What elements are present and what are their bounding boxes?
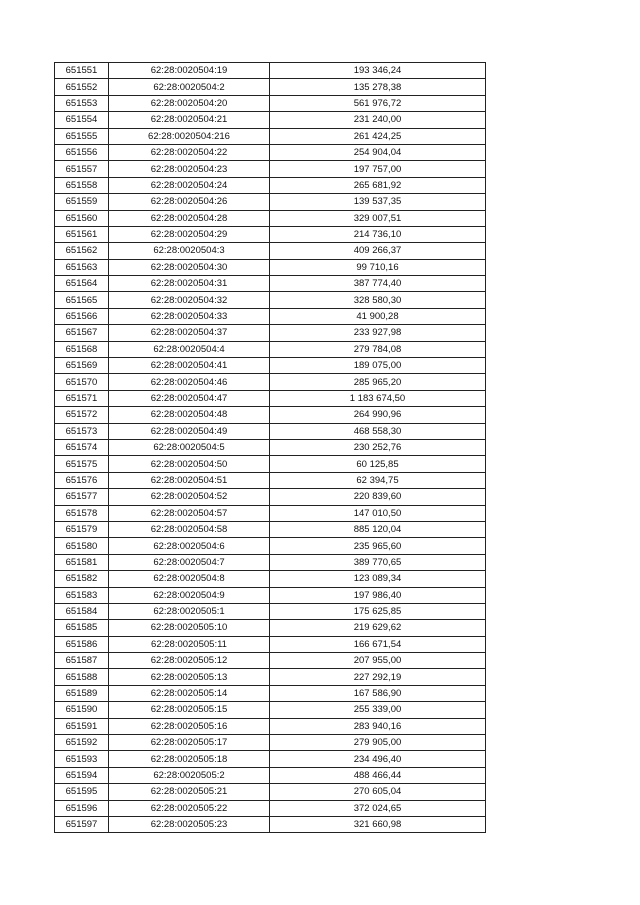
table-row <box>55 653 486 669</box>
table-row <box>55 669 486 685</box>
cadastral-number-cell: 62:28:0020505:14 <box>109 685 270 701</box>
cadastral-number-cell: 62:28:0020505:16 <box>109 718 270 734</box>
table-row <box>55 407 486 423</box>
row-number-cell: 651583 <box>55 587 109 603</box>
table-row <box>55 390 486 406</box>
cadastral-value-cell: 279 905,00 <box>270 735 486 751</box>
cadastral-number-cell: 62:28:0020505:15 <box>109 702 270 718</box>
cadastral-value-cell: 139 537,35 <box>270 194 486 210</box>
cadastral-value-cell: 234 496,40 <box>270 751 486 767</box>
cadastral-number-cell: 62:28:0020505:12 <box>109 653 270 669</box>
cadastral-number-cell: 62:28:0020504:46 <box>109 374 270 390</box>
cadastral-number-cell: 62:28:0020504:22 <box>109 144 270 160</box>
table-row <box>55 210 486 226</box>
table-row <box>55 63 486 79</box>
row-number-cell: 651558 <box>55 177 109 193</box>
cadastral-number-cell: 62:28:0020504:37 <box>109 325 270 341</box>
cadastral-number-cell: 62:28:0020504:41 <box>109 358 270 374</box>
cadastral-value-cell: 166 671,54 <box>270 636 486 652</box>
cadastral-number-cell: 62:28:0020504:33 <box>109 308 270 324</box>
row-number-cell: 651589 <box>55 685 109 701</box>
table-row <box>55 341 486 357</box>
table-row <box>55 177 486 193</box>
row-number-cell: 651557 <box>55 161 109 177</box>
row-number-cell: 651580 <box>55 538 109 554</box>
row-number-cell: 651586 <box>55 636 109 652</box>
row-number-cell: 651574 <box>55 439 109 455</box>
table-row <box>55 685 486 701</box>
table-row <box>55 800 486 816</box>
cadastral-number-cell: 62:28:0020504:57 <box>109 505 270 521</box>
cadastral-value-cell: 561 976,72 <box>270 95 486 111</box>
cadastral-number-cell: 62:28:0020504:26 <box>109 194 270 210</box>
cadastral-value-cell: 207 955,00 <box>270 653 486 669</box>
cadastral-number-cell: 62:28:0020505:1 <box>109 603 270 619</box>
cadastral-number-cell: 62:28:0020504:28 <box>109 210 270 226</box>
cadastral-value-cell: 264 990,96 <box>270 407 486 423</box>
cadastral-number-cell: 62:28:0020504:4 <box>109 341 270 357</box>
row-number-cell: 651593 <box>55 751 109 767</box>
cadastral-number-cell: 62:28:0020504:7 <box>109 554 270 570</box>
cadastral-number-cell: 62:28:0020504:58 <box>109 521 270 537</box>
cadastral-value-cell: 1 183 674,50 <box>270 390 486 406</box>
cadastral-number-cell: 62:28:0020504:5 <box>109 439 270 455</box>
row-number-cell: 651570 <box>55 374 109 390</box>
cadastral-number-cell: 62:28:0020504:216 <box>109 128 270 144</box>
row-number-cell: 651553 <box>55 95 109 111</box>
table-row <box>55 456 486 472</box>
table-row <box>55 603 486 619</box>
row-number-cell: 651578 <box>55 505 109 521</box>
table-row <box>55 112 486 128</box>
cadastral-value-cell: 372 024,65 <box>270 800 486 816</box>
row-number-cell: 651592 <box>55 735 109 751</box>
cadastral-number-cell: 62:28:0020504:21 <box>109 112 270 128</box>
row-number-cell: 651562 <box>55 243 109 259</box>
row-number-cell: 651596 <box>55 800 109 816</box>
row-number-cell: 651567 <box>55 325 109 341</box>
cadastral-value-cell: 135 278,38 <box>270 79 486 95</box>
row-number-cell: 651556 <box>55 144 109 160</box>
cadastral-value-cell: 147 010,50 <box>270 505 486 521</box>
cadastral-value-cell: 488 466,44 <box>270 767 486 783</box>
cadastral-value-cell: 189 075,00 <box>270 358 486 374</box>
cadastral-number-cell: 62:28:0020504:51 <box>109 472 270 488</box>
row-number-cell: 651577 <box>55 489 109 505</box>
cadastral-value-cell: 233 927,98 <box>270 325 486 341</box>
cadastral-value-cell: 230 252,76 <box>270 439 486 455</box>
cadastral-number-cell: 62:28:0020504:20 <box>109 95 270 111</box>
table-row <box>55 620 486 636</box>
row-number-cell: 651569 <box>55 358 109 374</box>
table-row <box>55 816 486 832</box>
cadastral-number-cell: 62:28:0020504:3 <box>109 243 270 259</box>
table-row <box>55 472 486 488</box>
table-row <box>55 243 486 259</box>
row-number-cell: 651582 <box>55 571 109 587</box>
cadastral-value-cell: 468 558,30 <box>270 423 486 439</box>
cadastral-value-cell: 197 986,40 <box>270 587 486 603</box>
cadastral-value-cell: 227 292,19 <box>270 669 486 685</box>
cadastral-number-cell: 62:28:0020504:9 <box>109 587 270 603</box>
cadastral-value-cell: 197 757,00 <box>270 161 486 177</box>
cadastral-number-cell: 62:28:0020504:2 <box>109 79 270 95</box>
cadastral-value-cell: 328 580,30 <box>270 292 486 308</box>
cadastral-number-cell: 62:28:0020504:29 <box>109 226 270 242</box>
cadastral-number-cell: 62:28:0020504:31 <box>109 276 270 292</box>
row-number-cell: 651588 <box>55 669 109 685</box>
row-number-cell: 651585 <box>55 620 109 636</box>
table-row <box>55 489 486 505</box>
row-number-cell: 651572 <box>55 407 109 423</box>
cadastral-value-cell: 123 089,34 <box>270 571 486 587</box>
cadastral-value-cell: 270 605,04 <box>270 784 486 800</box>
cadastral-value-cell: 41 900,28 <box>270 308 486 324</box>
table-row <box>55 784 486 800</box>
table-row <box>55 292 486 308</box>
cadastral-value-cell: 254 904,04 <box>270 144 486 160</box>
table-row <box>55 325 486 341</box>
table-row <box>55 505 486 521</box>
row-number-cell: 651571 <box>55 390 109 406</box>
cadastral-value-cell: 387 774,40 <box>270 276 486 292</box>
cadastral-number-cell: 62:28:0020504:52 <box>109 489 270 505</box>
table-row <box>55 79 486 95</box>
cadastral-number-cell: 62:28:0020505:18 <box>109 751 270 767</box>
row-number-cell: 651563 <box>55 259 109 275</box>
cadastral-number-cell: 62:28:0020505:2 <box>109 767 270 783</box>
table-row <box>55 161 486 177</box>
table-row <box>55 423 486 439</box>
cadastral-number-cell: 62:28:0020504:49 <box>109 423 270 439</box>
row-number-cell: 651565 <box>55 292 109 308</box>
table-row <box>55 554 486 570</box>
cadastral-value-cell: 235 965,60 <box>270 538 486 554</box>
table-row <box>55 538 486 554</box>
cadastral-value-cell: 231 240,00 <box>270 112 486 128</box>
cadastral-value-cell: 62 394,75 <box>270 472 486 488</box>
cadastral-value-cell: 329 007,51 <box>270 210 486 226</box>
table-row <box>55 718 486 734</box>
table-row <box>55 95 486 111</box>
row-number-cell: 651552 <box>55 79 109 95</box>
table-row <box>55 374 486 390</box>
cadastral-number-cell: 62:28:0020505:23 <box>109 816 270 832</box>
row-number-cell: 651591 <box>55 718 109 734</box>
cadastral-number-cell: 62:28:0020504:50 <box>109 456 270 472</box>
table-row <box>55 308 486 324</box>
table-row <box>55 144 486 160</box>
row-number-cell: 651555 <box>55 128 109 144</box>
cadastral-number-cell: 62:28:0020504:48 <box>109 407 270 423</box>
cadastral-value-cell: 219 629,62 <box>270 620 486 636</box>
row-number-cell: 651551 <box>55 63 109 79</box>
table-row <box>55 767 486 783</box>
cadastral-value-cell: 885 120,04 <box>270 521 486 537</box>
table-row <box>55 587 486 603</box>
cadastral-value-cell: 167 586,90 <box>270 685 486 701</box>
cadastral-value-cell: 283 940,16 <box>270 718 486 734</box>
table-body <box>55 63 486 833</box>
table-row <box>55 276 486 292</box>
cadastral-value-cell: 60 125,85 <box>270 456 486 472</box>
cadastral-value-cell: 285 965,20 <box>270 374 486 390</box>
table-row <box>55 194 486 210</box>
row-number-cell: 651579 <box>55 521 109 537</box>
row-number-cell: 651594 <box>55 767 109 783</box>
row-number-cell: 651554 <box>55 112 109 128</box>
table-row <box>55 226 486 242</box>
cadastral-number-cell: 62:28:0020504:32 <box>109 292 270 308</box>
cadastral-number-cell: 62:28:0020505:13 <box>109 669 270 685</box>
cadastral-value-cell: 255 339,00 <box>270 702 486 718</box>
table-row <box>55 636 486 652</box>
row-number-cell: 651559 <box>55 194 109 210</box>
row-number-cell: 651560 <box>55 210 109 226</box>
cadastral-number-cell: 62:28:0020504:47 <box>109 390 270 406</box>
row-number-cell: 651587 <box>55 653 109 669</box>
cadastral-number-cell: 62:28:0020504:6 <box>109 538 270 554</box>
cadastral-number-cell: 62:28:0020504:19 <box>109 63 270 79</box>
row-number-cell: 651564 <box>55 276 109 292</box>
table-row <box>55 439 486 455</box>
cadastral-value-cell: 261 424,25 <box>270 128 486 144</box>
cadastral-value-cell: 321 660,98 <box>270 816 486 832</box>
cadastral-value-cell: 409 266,37 <box>270 243 486 259</box>
row-number-cell: 651595 <box>55 784 109 800</box>
cadastral-value-cell: 193 346,24 <box>270 63 486 79</box>
row-number-cell: 651568 <box>55 341 109 357</box>
cadastral-number-cell: 62:28:0020504:30 <box>109 259 270 275</box>
cadastral-value-cell: 265 681,92 <box>270 177 486 193</box>
row-number-cell: 651561 <box>55 226 109 242</box>
table-row <box>55 521 486 537</box>
cadastral-number-cell: 62:28:0020505:21 <box>109 784 270 800</box>
cadastral-value-cell: 99 710,16 <box>270 259 486 275</box>
table-row <box>55 735 486 751</box>
cadastral-value-cell: 214 736,10 <box>270 226 486 242</box>
cadastral-number-cell: 62:28:0020504:23 <box>109 161 270 177</box>
row-number-cell: 651575 <box>55 456 109 472</box>
cadastral-number-cell: 62:28:0020504:8 <box>109 571 270 587</box>
cadastral-number-cell: 62:28:0020505:22 <box>109 800 270 816</box>
table-row <box>55 751 486 767</box>
row-number-cell: 651581 <box>55 554 109 570</box>
cadastral-number-cell: 62:28:0020505:17 <box>109 735 270 751</box>
cadastral-number-cell: 62:28:0020505:11 <box>109 636 270 652</box>
cadastral-value-cell: 220 839,60 <box>270 489 486 505</box>
cadastral-value-table <box>54 62 486 833</box>
cadastral-value-cell: 279 784,08 <box>270 341 486 357</box>
cadastral-number-cell: 62:28:0020505:10 <box>109 620 270 636</box>
row-number-cell: 651597 <box>55 816 109 832</box>
table-row <box>55 128 486 144</box>
cadastral-value-cell: 389 770,65 <box>270 554 486 570</box>
table-row <box>55 358 486 374</box>
table-row <box>55 571 486 587</box>
cadastral-value-cell: 175 625,85 <box>270 603 486 619</box>
row-number-cell: 651590 <box>55 702 109 718</box>
row-number-cell: 651576 <box>55 472 109 488</box>
row-number-cell: 651566 <box>55 308 109 324</box>
table-row <box>55 702 486 718</box>
cadastral-number-cell: 62:28:0020504:24 <box>109 177 270 193</box>
row-number-cell: 651573 <box>55 423 109 439</box>
table-row <box>55 259 486 275</box>
row-number-cell: 651584 <box>55 603 109 619</box>
